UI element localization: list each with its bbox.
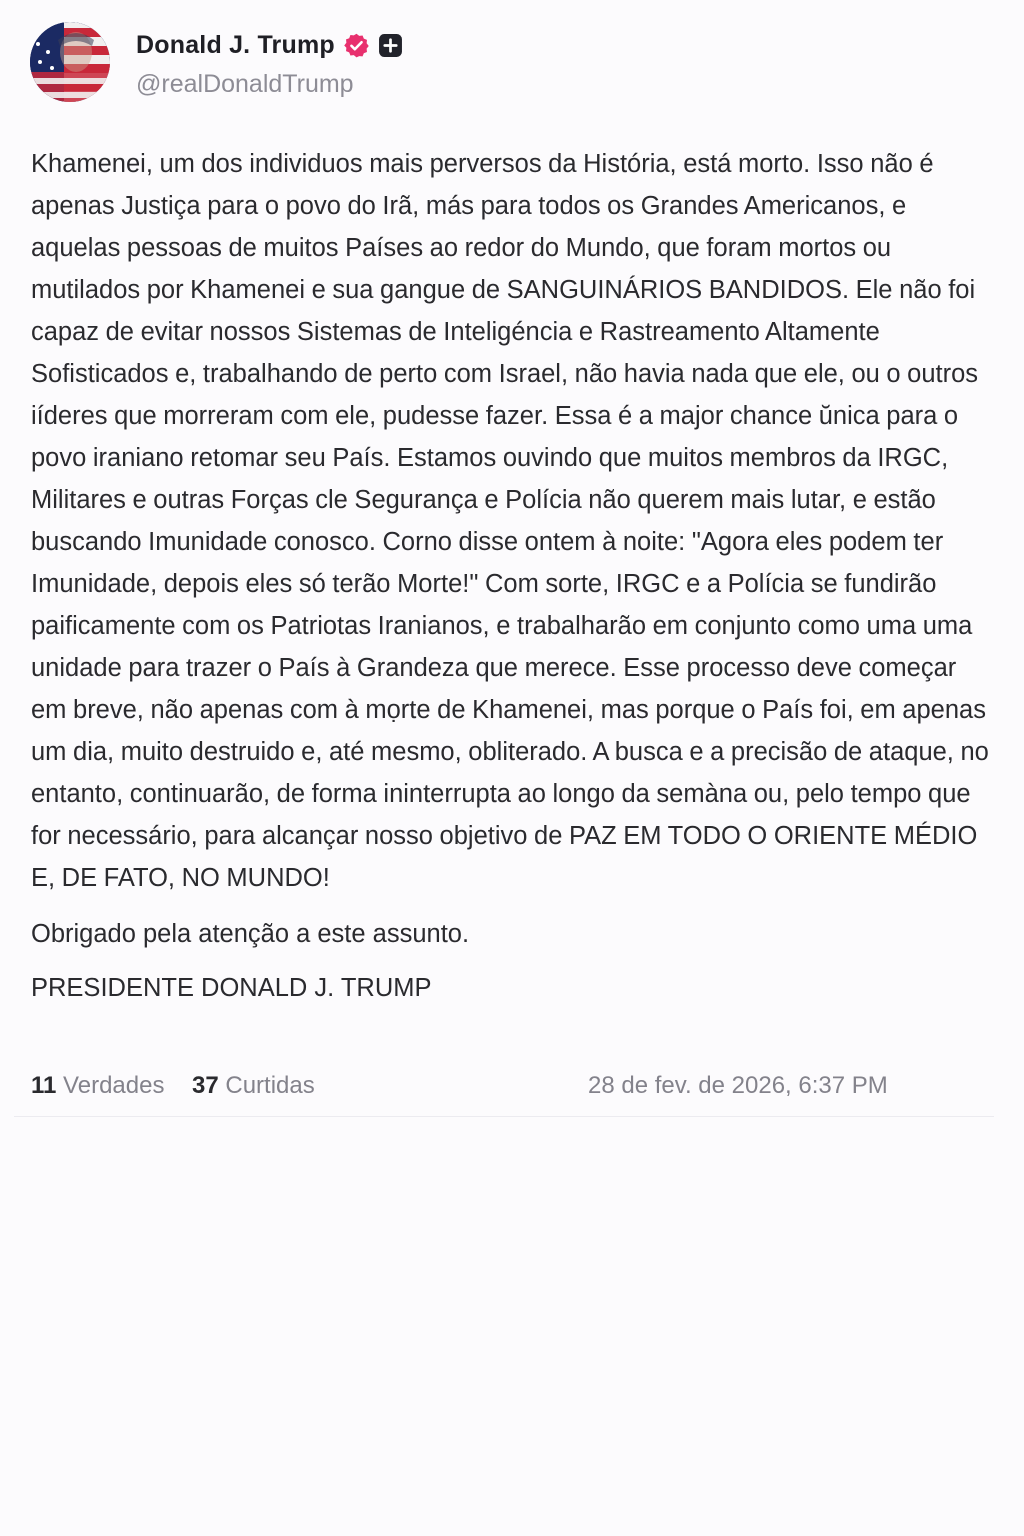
post-header bbox=[30, 22, 930, 106]
post-divider bbox=[14, 1116, 994, 1117]
likes-count-value: 37 bbox=[192, 1072, 219, 1099]
post-timestamp[interactable]: 28 de fev. de 2026, 6:37 PM bbox=[588, 1072, 888, 1099]
likes-count-label: Curtidas bbox=[225, 1072, 315, 1099]
avatar[interactable] bbox=[30, 22, 110, 102]
post-text: Khamenei, um dos individuos mais perversos da História, está morto. Isso não é apenas Justiça para o povo do Irã, más para todos os Grandes Americanos, e aquelas pessoas de muitos Países ao redor do Mundo, que foram mortos ou mutilados por Khamenei e sua gangue de SANGUINÁRIOS BANDIDOS. Ele não foi capaz de evitar nossos Sistemas de Inteligéncia e Rastreamento Altamente Sofisticados e, trabalhando de perto com Israel, não havia nada que ele, ou o outros iíderes que morreram com ele, pudesse fazer. Essa é a major chance ŭnica para o povo iraniano retomar seu País. Estamos ouvindo que muitos membros da IRGC, Militares e outras Forças cle Segurança e Polícia não querem mais lutar, e estão buscando Imunidade conosco. Corno disse ontem à noite: "Agora eles podem ter Imunidade, depois eles só terão Morte!" Com sorte, IRGC e a Polícia se fundirão paificamente com os Patriotas Iranianos, e trabalharão em conjunto como uma uma unidade para trazer o País à Grandeza que merece. Esse processo deve começar em breve, não apenas com à mọrte de Khamenei, mas porque o País foi, em apenas um dia, muito destruido e, até mesmo, obliterado. A busca e a precisão de ataque, no entanto, continuarão, de forma ininterrupta ao longo da semàna ou, pelo tempo que for necessário, para alcançar nosso objetivo de PAZ EM TODO O ORIENTE MÉDIO E, DE FATO, NO MUNDO! bbox=[31, 150, 989, 892]
post-body bbox=[31, 143, 996, 1009]
likes-count[interactable] bbox=[192, 1072, 315, 1100]
post-signature: PRESIDENTE DONALD J. TRUMP bbox=[31, 974, 432, 1002]
post-footer bbox=[31, 1066, 931, 1106]
avatar-flag-portrait-icon bbox=[30, 22, 110, 102]
verified-badge-icon bbox=[343, 32, 370, 59]
truths-count-value: 11 bbox=[31, 1072, 57, 1099]
truths-count[interactable] bbox=[31, 1072, 164, 1100]
truths-count-label: Verdades bbox=[63, 1072, 165, 1099]
post-thanks-line: Obrigado pela atenção a este assunto. bbox=[31, 920, 470, 948]
author-display-name[interactable]: Donald J. Trump bbox=[136, 30, 335, 59]
author-handle[interactable]: @realDonaldTrump bbox=[136, 70, 354, 98]
plus-badge-icon bbox=[378, 33, 403, 58]
author-name-row bbox=[136, 30, 403, 60]
